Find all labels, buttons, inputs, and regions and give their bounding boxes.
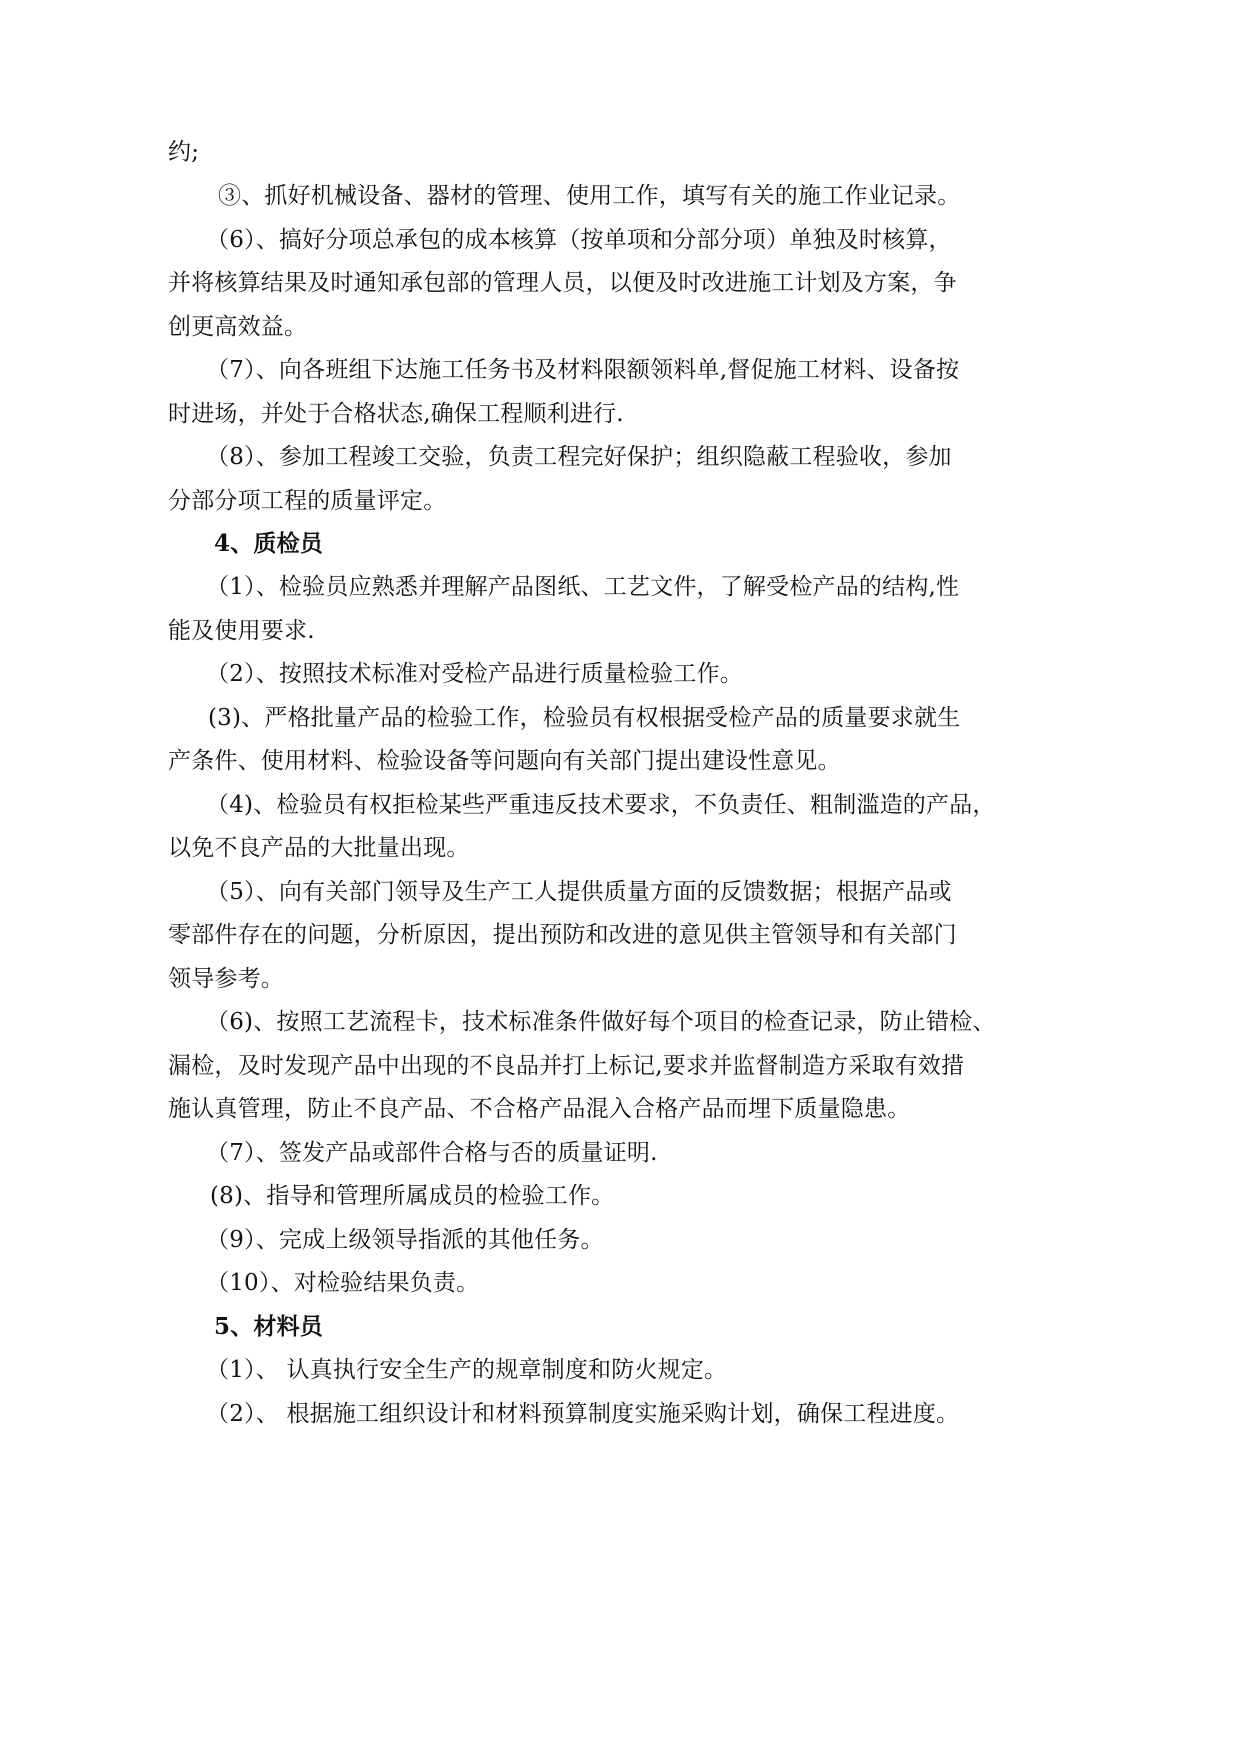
body-line: （1）、检验员应熟悉并理解产品图纸、工艺文件，了解受检产品的结构,性 [206,574,960,600]
body-line: 施认真管理，防止不良产品、不合格产品混入合格产品而埋下质量隐患。 [168,1096,911,1122]
body-line: ③、抓好机械设备、器材的管理、使用工作，填写有关的施工作业记录。 [218,183,961,209]
body-line: （9）、完成上级领导指派的其他任务。 [206,1227,604,1253]
section-heading: 5、材料员 [214,1313,324,1340]
body-line: 分部分项工程的质量评定。 [168,488,447,514]
body-line: （2）、 根据施工组织设计和材料预算制度实施采购计划，确保工程进度。 [206,1401,960,1427]
body-line: 领导参考。 [168,966,284,992]
body-line: 以免不良产品的大批量出现。 [168,835,470,861]
body-line: 能及使用要求. [168,618,315,644]
body-line: 漏检，及时发现产品中出现的不良品并打上标记,要求并监督制造方采取有效措 [168,1053,965,1079]
body-line: （7）、签发产品或部件合格与否的质量证明. [206,1140,658,1166]
body-line: （1）、 认真执行安全生产的规章制度和防火规定。 [206,1357,728,1383]
body-line: (8)、指导和管理所属成员的检验工作。 [210,1183,615,1209]
body-line: （8）、参加工程竣工交验，负责工程完好保护；组织隐蔽工程验收，参加 [206,444,952,470]
body-line: 约; [168,139,200,165]
body-line: （6）、搞好分项总承包的成本核算（按单项和分部分项）单独及时核算， [206,227,952,253]
body-line: (3)、严格批量产品的检验工作，检验员有权根据受检产品的质量要求就生 [208,705,961,731]
body-line: 时进场，并处于合格状态,确保工程顺利进行. [168,401,624,427]
section-heading: 4、质检员 [214,530,324,557]
body-line: 产条件、使用材料、检验设备等问题向有关部门提出建设性意见。 [168,748,841,774]
body-line: 零部件存在的问题，分析原因，提出预防和改进的意见供主管领导和有关部门 [168,922,957,948]
body-line: 创更高效益。 [168,314,308,340]
body-line: （7）、向各班组下达施工任务书及材料限额领料单,督促施工材料、设备按 [206,357,960,383]
body-line: （4)、检验员有权拒检某些严重违反技术要求，不负责任、粗制滥造的产品， [206,792,996,818]
body-line: （5）、向有关部门领导及生产工人提供质量方面的反馈数据；根据产品或 [206,879,952,905]
body-line: 并将核算结果及时通知承包部的管理人员，以便及时改进施工计划及方案，争 [168,270,957,296]
body-line: （6)、按照工艺流程卡，技术标准条件做好每个项目的检查记录，防止错检、 [206,1009,996,1035]
body-line: （10）、对检验结果负责。 [206,1270,480,1296]
body-line: （2）、按照技术标准对受检产品进行质量检验工作。 [206,661,743,687]
